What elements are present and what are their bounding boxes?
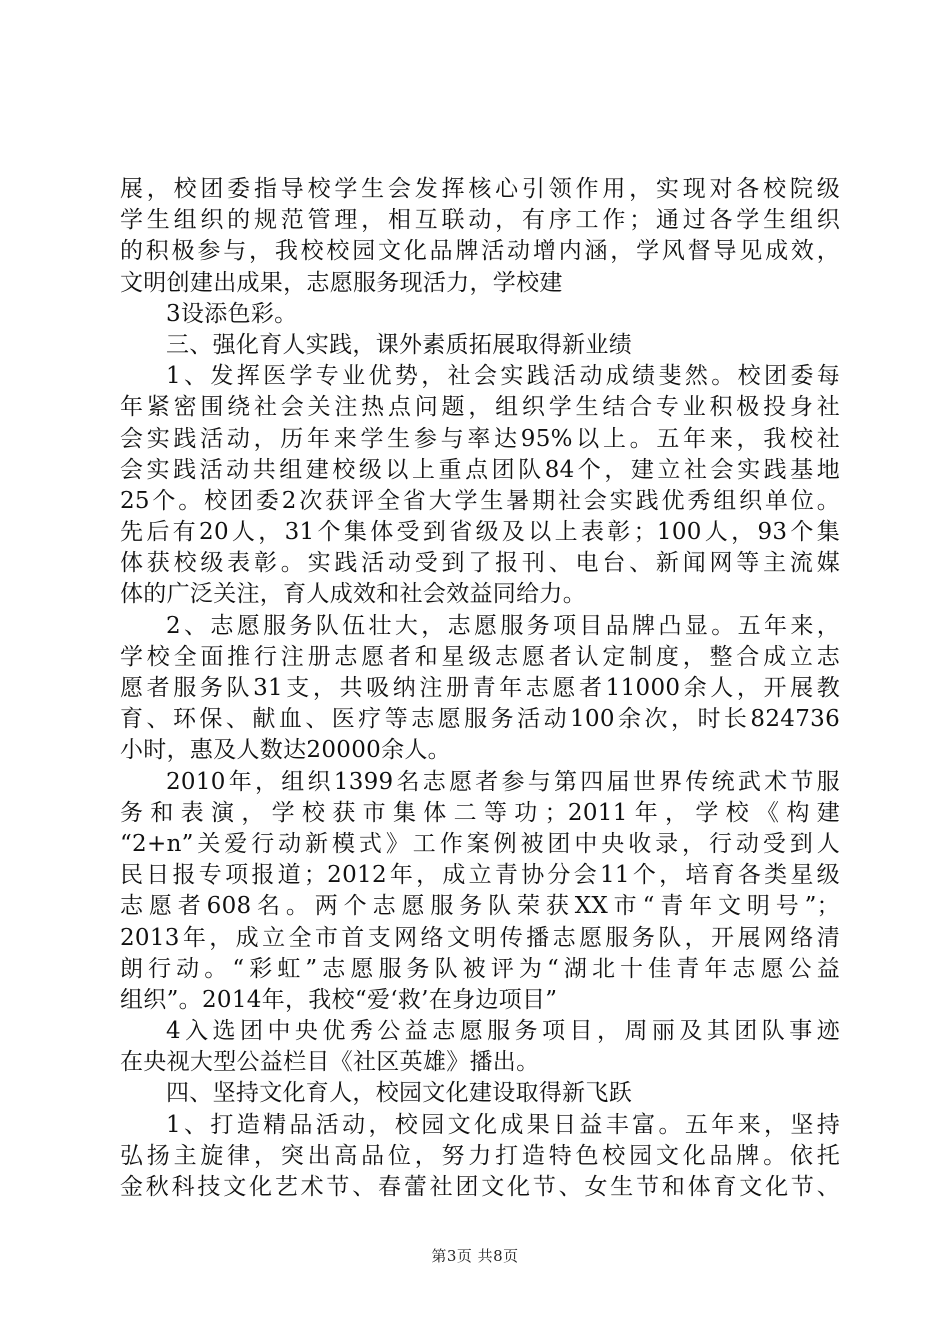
text-line: 展，校团委指导校学生会发挥核心引领作用，实现对各校院级	[120, 176, 840, 202]
text-line: 务和表演，学校获市集体二等功；2011年，学校《构建	[120, 799, 840, 826]
text-line: 的积极参与，我校校园文化品牌活动增内涵，学风督导见成效，	[120, 238, 840, 265]
text-line: 朗行动。“彩虹”志愿服务队被评为“湖北十佳青年志愿公益	[120, 955, 840, 982]
text-line: 在央视大型公益栏目《社区英雄》播出。	[120, 1049, 540, 1076]
text-line: 学校全面推行注册志愿者和星级志愿者认定制度，整合成立志	[120, 643, 840, 670]
document-body	[120, 174, 840, 1203]
text-line: 2010年，组织1399名志愿者参与第四届世界传统武术节服	[166, 768, 840, 795]
text-line: 2、志愿服务队伍壮大，志愿服务项目品牌凸显。五年来，	[166, 612, 840, 639]
text-line: 体的广泛关注，育人成效和社会效益同给力。	[120, 581, 586, 608]
text-line: 弘扬主旋律，突出高品位，努力打造特色校园文化品牌。依托	[120, 1142, 840, 1169]
text-line: 25个。校团委2次获评全省大学生暑期社会实践优秀组织单位。	[120, 487, 840, 514]
section-heading: 四、坚持文化育人，校园文化建设取得新飞跃	[166, 1080, 632, 1107]
text-line: 文明创建出成果，志愿服务现活力，学校建	[120, 269, 563, 296]
text-line: 会实践活动，历年来学生参与率达95%以上。五年来，我校社	[120, 425, 840, 452]
text-line: 1、发挥医学专业优势，社会实践活动成绩斐然。校团委每	[166, 363, 840, 390]
text-line: 金秋科技文化艺术节、春蕾社团文化节、女生节和体育文化节、	[120, 1174, 840, 1200]
section-heading: 三、强化育人实践，课外素质拓展取得新业绩	[166, 331, 632, 358]
text-line: 1、打造精品活动，校园文化成果日益丰富。五年来，坚持	[166, 1111, 840, 1138]
text-line: 年紧密围绕社会关注热点问题，组织学生结合专业积极投身社	[120, 394, 840, 421]
text-line: 2013年，成立全市首支网络文明传播志愿服务队，开展网络清	[120, 924, 840, 951]
text-line: 组织”。2014年，我校“爱‘救’在身边项目”	[120, 986, 558, 1013]
text-line: “2+n”关爱行动新模式》工作案例被团中央收录，行动受到人	[120, 830, 840, 857]
page-number-footer: 第3页 共8页	[431, 1247, 519, 1265]
text-line: 会实践活动共组建校级以上重点团队84个，建立社会实践基地	[120, 456, 840, 483]
text-line: 志愿者608名。两个志愿服务队荣获XX市“青年文明号”；	[120, 893, 840, 920]
text-line: 育、环保、献血、医疗等志愿服务活动100余次，时长824736	[120, 706, 840, 733]
text-line: 4入选团中央优秀公益志愿服务项目，周丽及其团队事迹	[166, 1018, 840, 1045]
text-line: 小时，惠及人数达20000余人。	[120, 737, 451, 764]
text-line: 民日报专项报道；2012年，成立青协分会11个，培育各类星级	[120, 862, 840, 889]
text-line: 先后有20人，31个集体受到省级及以上表彰；100人，93个集	[120, 519, 840, 546]
text-line: 学生组织的规范管理，相互联动，有序工作；通过各学生组织	[120, 207, 840, 234]
text-line: 3设添色彩。	[166, 300, 298, 327]
text-line: 愿者服务队31支，共吸纳注册青年志愿者11000余人，开展教	[120, 675, 840, 701]
text-line: 体获校级表彰。实践活动受到了报刊、电台、新闻网等主流媒	[120, 550, 840, 577]
